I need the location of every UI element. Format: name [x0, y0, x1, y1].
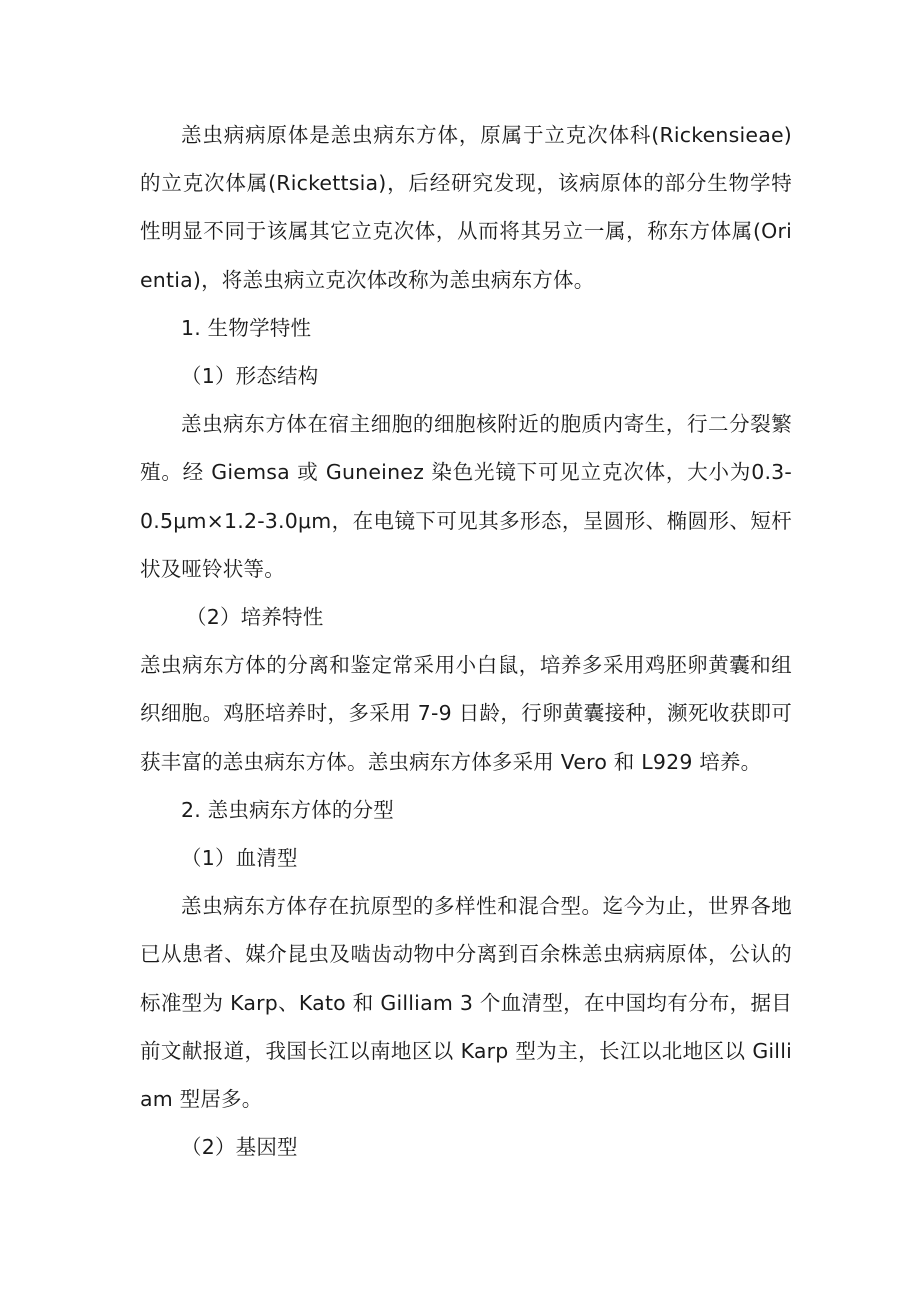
paragraph-culture: 恙虫病东方体的分离和鉴定常采用小白鼠，培养多采用鸡胚卵黄囊和组织细胞。鸡胚培养时，多采用 7-9 日龄，行卵黄囊接种，濒死收获即可获丰富的恙虫病东方体。恙虫病东方体多采用 Vero 和 L929 培养。 — [140, 653, 792, 774]
subheading-serotype: （1）血清型 — [181, 846, 298, 871]
paragraph-serotype: 恙虫病东方体存在抗原型的多样性和混合型。迄今为止，世界各地已从患者、媒介昆虫及啮齿动物中分离到百余株恙虫病病原体，公认的标准型为 Karp、Kato 和 Gilliam 3 个血清型，在中国均有分布，据目前文献报道，我国长江以南地区以 Karp 型为主，长江以北地区以 Gilliam 型居多。 — [140, 894, 792, 1112]
subheading-morphology: （1）形态结构 — [181, 364, 319, 389]
heading-typing: 2. 恙虫病东方体的分型 — [181, 797, 394, 822]
document-body — [140, 111, 792, 1171]
paragraph-intro: 恙虫病病原体是恙虫病东方体，原属于立克次体科(Rickensieae)的立克次体属(Rickettsia)，后经研究发现，该病原体的部分生物学特性明显不同于该属其它立克次体，从而将其另立一属，称东方体属(Orientia)，将恙虫病立克次体改称为恙虫病东方体。 — [140, 123, 792, 292]
subheading-culture: （2）培养特性 — [186, 605, 324, 630]
subheading-genotype: （2）基因型 — [181, 1135, 298, 1160]
paragraph-morphology: 恙虫病东方体在宿主细胞的细胞核附近的胞质内寄生，行二分裂繁殖。经 Giemsa 或 Guneinez 染色光镜下可见立克次体，大小为0.3-0.5μm×1.2-3.0μm，在电镜下可见其多形态，呈圆形、椭圆形、短杆状及哑铃状等。 — [140, 412, 792, 581]
heading-biological-characteristics: 1. 生物学特性 — [181, 315, 312, 340]
